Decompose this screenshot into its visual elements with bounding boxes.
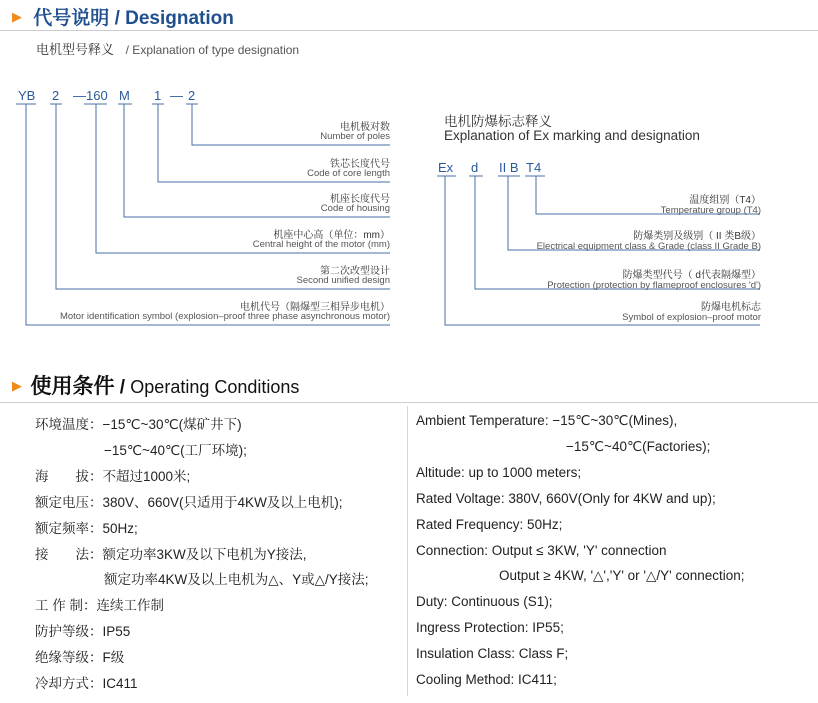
cn-cond-value: 额定功率4KW及以上电机为△、Y或△/Y接法; (104, 572, 369, 587)
conditions-title-cn: 使用条件 (30, 375, 115, 398)
cn-cond-label: 防护等级： (35, 624, 103, 639)
en-cond-connection2: Output ≥ 4KW, '△','Y' or '△/Y' connection; (499, 568, 745, 583)
cn-cond-value: IC411 (102, 676, 138, 691)
label-second-en: Second unified design (296, 275, 390, 286)
conditions-title-slash: / (114, 377, 131, 398)
en-cond-cooling: Cooling Method: IC411; (416, 672, 557, 687)
cn-cond-value: IP55 (102, 624, 131, 639)
en-cond-protection: Ingress Protection: IP55; (416, 620, 564, 635)
cn-cond-label: 工 作 制： (35, 598, 97, 613)
cn-cond-altitude (35, 465, 190, 485)
conditions-column-divider (407, 406, 408, 696)
type-heading-cn: 电机型号释义 (36, 42, 115, 57)
triangle-bullet-icon: ▶ (12, 378, 22, 393)
label-second-cn: 第二次改型设计 (320, 266, 390, 277)
label-core-cn: 铁芯长度代号 (330, 159, 390, 170)
en-cond-altitude: Altitude: up to 1000 meters; (416, 465, 582, 480)
en-cond-voltage: Rated Voltage: 380V, 660V(Only for 4KW and up); (416, 491, 716, 506)
code-part-m: M (119, 88, 130, 103)
ex-label-symbol-en: Symbol of explosion–proof motor (622, 312, 761, 323)
cn-cond-value: 额定功率3KW及以下电机为Y接法, (102, 547, 307, 562)
ex-code-iib: II B (499, 160, 519, 175)
conditions-divider (0, 402, 818, 403)
cn-cond-connection (35, 543, 307, 563)
ex-code-d: d (471, 160, 479, 175)
label-poles-cn: 电机极对数 (340, 122, 390, 133)
cn-cond-cooling (35, 672, 138, 692)
en-cond-connection: Connection: Output ≤ 3KW, 'Y' connection (416, 543, 667, 558)
conditions-title-en: Operating Conditions (130, 377, 300, 397)
en-cond-frequency: Rated Frequency: 50Hz; (416, 517, 563, 532)
en-cond-insulation: Insulation Class: Class F; (416, 646, 569, 661)
ex-code-ex: Ex (438, 160, 454, 175)
ex-label-temp-cn: 温度组别（T4） (689, 195, 761, 206)
cn-cond-value: 连续工作制 (96, 598, 165, 613)
ex-label-symbol-cn: 防爆电机标志 (701, 302, 761, 313)
code-part-2: 2 (52, 88, 60, 103)
en-cond-duty: Duty: Continuous (S1); (416, 594, 553, 609)
triangle-bullet-icon: ▶ (12, 9, 22, 24)
cn-cond-label: 绝缘等级： (35, 650, 103, 665)
code-part-yb: YB (18, 88, 36, 103)
cn-cond-frequency (35, 517, 138, 537)
ex-label-temp-en: Temperature group (T4) (660, 205, 761, 216)
section-conditions-title (12, 370, 299, 400)
label-housing-cn: 机座长度代号 (330, 194, 390, 205)
cn-cond-protection (35, 620, 130, 640)
code-part-1: 1 (154, 88, 162, 103)
cn-cond-voltage (35, 491, 343, 511)
cn-cond-value: 不超过1000米; (102, 469, 191, 484)
cn-cond-label: 额定电压： (35, 495, 103, 510)
type-heading-en: / Explanation of type designation (125, 43, 300, 57)
code-part-dash: — (170, 88, 183, 103)
code-part-2b: 2 (188, 88, 196, 103)
label-core-en: Code of core length (307, 168, 390, 179)
ex-label-protection-en: Protection (protection by flameproof enclosures 'd') (547, 280, 761, 291)
cn-cond-label: 环境温度： (35, 417, 103, 432)
label-height-cn: 机座中心高（单位：mm） (273, 230, 390, 241)
en-cond-temp: Ambient Temperature: −15℃~30℃(Mines), (416, 413, 678, 428)
section-title-slash: / (109, 8, 126, 29)
label-height-en: Central height of the motor (mm) (252, 239, 390, 250)
cn-cond-label: 接 法： (35, 547, 103, 562)
label-housing-en: Code of housing (320, 203, 390, 214)
label-motor-id-en: Motor identification symbol (explosion–proof three phase asynchronous motor) (59, 311, 390, 322)
label-motor-id-cn: 电机代号（隔爆型三相异步电机） (240, 302, 390, 313)
cn-cond-value: 380V、660V(只适用于4KW及以上电机); (102, 495, 343, 510)
cn-cond-value: −15℃~40℃(工厂环境); (104, 443, 247, 458)
label-poles-en: Number of poles (320, 131, 390, 142)
cn-cond-insulation (35, 646, 124, 666)
ex-label-protection-cn: 防爆类型代号（ d代表隔爆型） (622, 270, 761, 281)
ex-heading-en: Explanation of Ex marking and designation (444, 128, 700, 143)
cn-cond-label: 海 拔： (35, 469, 103, 484)
cn-cond-connection2 (104, 568, 369, 588)
cn-cond-label: 额定频率： (35, 521, 103, 536)
section-title-cn: 代号说明 (33, 8, 110, 29)
section-title-en: Designation (125, 8, 234, 29)
ex-code-t4: T4 (526, 160, 542, 175)
ex-label-class-en: Electrical equipment class & Grade (class II Grade B) (536, 241, 761, 252)
cn-cond-value: 50Hz; (102, 521, 138, 536)
cn-cond-temp2 (104, 439, 247, 459)
cn-cond-duty (35, 594, 164, 614)
cn-cond-temp (35, 413, 242, 433)
ex-heading-cn: 电机防爆标志释义 (444, 114, 552, 129)
cn-cond-label: 冷却方式： (35, 676, 103, 691)
ex-label-class-cn: 防爆类别及级别（ II 类B级） (633, 231, 761, 242)
cn-cond-value: −15℃~30℃(煤矿井下) (102, 417, 242, 432)
en-cond-temp2: −15℃~40℃(Factories); (566, 439, 711, 454)
cn-cond-value: F级 (102, 650, 125, 665)
code-part-160: —160 (73, 88, 108, 103)
